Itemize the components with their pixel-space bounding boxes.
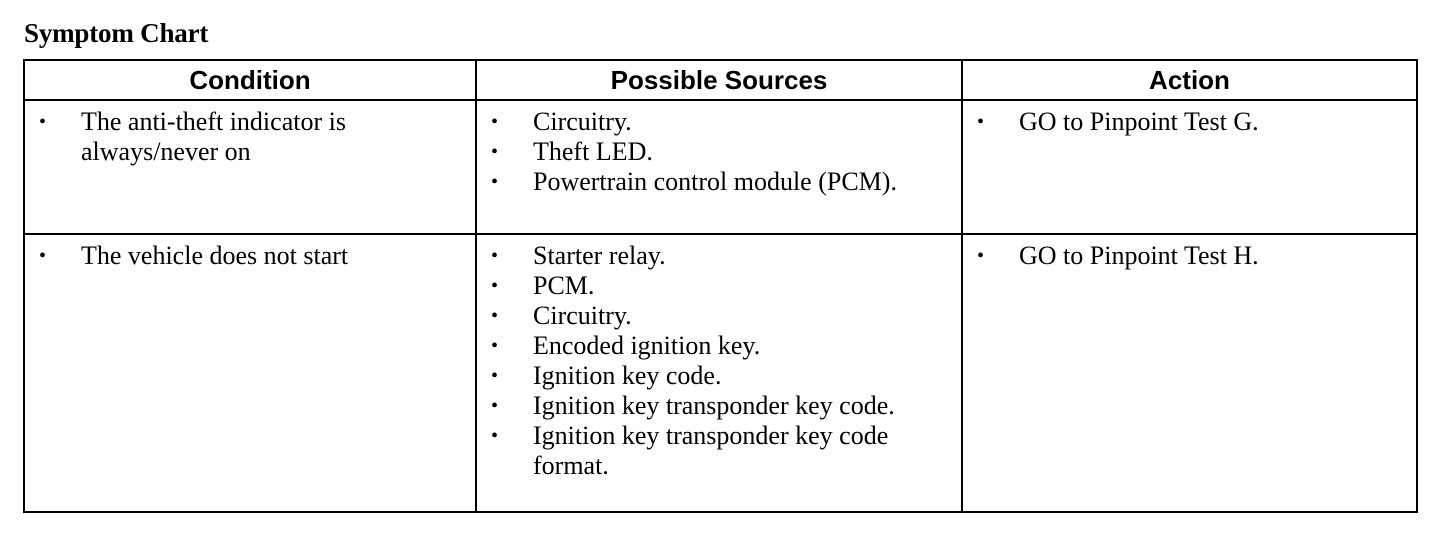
condition-list xyxy=(25,107,475,167)
action-list xyxy=(963,241,1416,271)
list-item xyxy=(477,331,961,361)
source-text: Ignition key code. xyxy=(533,361,722,390)
action-list xyxy=(963,107,1416,137)
action-text: GO to Pinpoint Test H. xyxy=(1019,241,1259,270)
source-text: Encoded ignition key. xyxy=(533,331,761,360)
sources-list xyxy=(477,107,961,197)
source-text: PCM. xyxy=(533,271,595,300)
bullet-icon: • xyxy=(491,305,499,327)
list-item xyxy=(963,107,1416,137)
list-item xyxy=(963,241,1416,271)
condition-cell xyxy=(24,234,476,512)
bullet-icon: • xyxy=(491,425,499,447)
list-item xyxy=(25,107,475,167)
source-text: Starter relay. xyxy=(533,241,666,270)
condition-cell xyxy=(24,100,476,234)
table-row xyxy=(24,234,1417,512)
sources-list xyxy=(477,241,961,481)
source-text: Circuitry. xyxy=(533,301,632,330)
bullet-icon: • xyxy=(491,365,499,387)
source-text: Ignition key transponder key code. xyxy=(533,391,895,420)
list-item xyxy=(477,107,961,137)
bullet-icon: • xyxy=(491,275,499,297)
symptom-table xyxy=(23,59,1418,513)
sources-cell xyxy=(476,234,962,512)
list-item xyxy=(477,137,961,167)
condition-text: The anti-theft indicator is always/never on xyxy=(81,107,346,166)
bullet-icon: • xyxy=(977,245,985,267)
bullet-icon: • xyxy=(39,245,47,267)
table-row xyxy=(24,100,1417,234)
bullet-icon: • xyxy=(491,395,499,417)
bullet-icon: • xyxy=(491,171,499,193)
bullet-icon: • xyxy=(39,111,47,133)
table-header-row xyxy=(24,60,1417,100)
bullet-icon: • xyxy=(491,141,499,163)
bullet-icon: • xyxy=(977,111,985,133)
list-item xyxy=(25,241,475,271)
list-item xyxy=(477,301,961,331)
list-item xyxy=(477,391,961,421)
source-text: Powertrain control module (PCM). xyxy=(533,167,897,196)
action-cell xyxy=(962,100,1417,234)
bullet-icon: • xyxy=(491,111,499,133)
list-item xyxy=(477,241,961,271)
action-text: GO to Pinpoint Test G. xyxy=(1019,107,1259,136)
source-text: Ignition key transponder key code format. xyxy=(533,421,889,480)
bullet-icon: • xyxy=(491,245,499,267)
condition-text: The vehicle does not start xyxy=(81,241,349,270)
source-text: Theft LED. xyxy=(533,137,653,166)
condition-list xyxy=(25,241,475,271)
page-title: Symptom Chart xyxy=(24,18,209,48)
sources-cell xyxy=(476,100,962,234)
column-header-condition: Condition xyxy=(24,60,476,100)
source-text: Circuitry. xyxy=(533,107,632,136)
action-cell xyxy=(962,234,1417,512)
list-item xyxy=(477,361,961,391)
list-item xyxy=(477,167,961,197)
column-header-possible-sources: Possible Sources xyxy=(476,60,962,100)
list-item xyxy=(477,271,961,301)
bullet-icon: • xyxy=(491,335,499,357)
column-header-action: Action xyxy=(962,60,1417,100)
list-item xyxy=(477,421,961,481)
